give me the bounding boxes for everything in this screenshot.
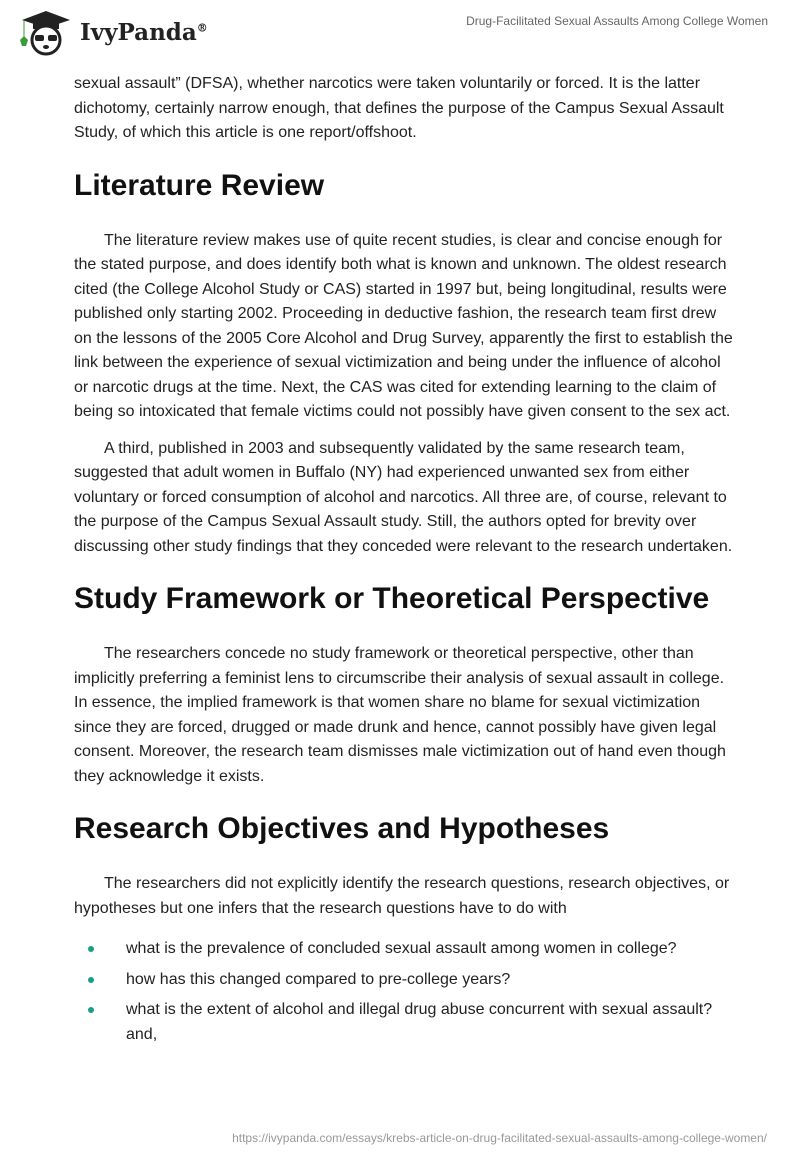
intro-paragraph: sexual assault” (DFSA), whether narcotics were taken voluntarily or forced. It is the latter dichotomy, certainly narrow enough, that defines the purpose of the Campus Sexual Assault Study, of which this article is one report/offshoot. xyxy=(74,75,724,141)
bullet-icon xyxy=(88,946,94,952)
paragraph: The literature review makes use of quite recent studies, is clear and concise enough for the stated purpose, and does identify both what is known and unknown. The oldest research cited (the College Alcohol Study or CAS) started in 1997 but, being longitudinal, results were published only starting 2002. Proceeding in deductive fashion, the research team first drew on the lessons of the 2005 Core Alcohol and Drug Survey, apparently the first to establish the link between the experience of sexual victimization and being under the influence of alcohol or narcotic drugs at the time. Next, the CAS was cited for extending learning to the claim of being so intoxicated that female victims could not possibly have given consent to the sex act. xyxy=(74,231,733,420)
section-heading: Literature Review xyxy=(74,168,325,202)
logo[interactable] xyxy=(18,8,208,56)
bullet-icon xyxy=(88,977,94,983)
brand-name xyxy=(80,19,208,46)
list-item-text: what is the prevalence of concluded sexual assault among women in college? xyxy=(126,940,677,957)
list-item xyxy=(74,998,734,1047)
list-item xyxy=(74,937,734,962)
brand-text: IvyPanda xyxy=(80,18,197,46)
document-title: Drug-Facilitated Sexual Assaults Among College Women xyxy=(466,14,768,28)
header xyxy=(0,0,800,60)
source-url[interactable]: https://ivypanda.com/essays/krebs-article-on-drug-facilitated-sexual-assaults-among-college-women/ xyxy=(232,1131,767,1145)
list-item-text: how has this changed compared to pre-college years? xyxy=(126,970,511,988)
section-heading: Study Framework or Theoretical Perspective xyxy=(74,582,710,615)
registered-mark: ® xyxy=(196,20,208,34)
section-heading: Research Objectives and Hypotheses xyxy=(74,812,610,845)
bullet-icon xyxy=(88,1007,94,1013)
panda-logo-icon xyxy=(18,8,74,56)
bullet-list xyxy=(74,937,734,1047)
paragraph: A third, published in 2003 and subsequently validated by the same research team, suggested that adult women in Buffalo (NY) had experienced unwanted sex from either voluntary or forced consumption of alcohol and narcotics. All three are, of course, relevant to the purpose of the Campus Sexual Assault study. Still, the authors opted for brevity over discussing other study findings that they conceded were relevant to the research undertaken. xyxy=(74,439,733,555)
list-item-text: what is the extent of alcohol and illegal drug abuse concurrent with sexual assault? and, xyxy=(126,1001,713,1043)
list-item xyxy=(74,968,734,993)
paragraph: The researchers concede no study framework or theoretical perspective, other than implicitly preferring a feminist lens to circumscribe their analysis of sexual assault in college. In essence, the implied framework is that women share no blame for sexual victimization since they are forced, drugged or made drunk and hence, cannot possibly have given legal consent. Moreover, the research team dismisses male victimization out of hand even though they acknowledge it exists. xyxy=(74,645,726,785)
article-body xyxy=(74,72,734,1053)
paragraph: The researchers did not explicitly identify the research questions, research objectives, or hypotheses but one infers that the research questions have to do with xyxy=(74,875,730,917)
